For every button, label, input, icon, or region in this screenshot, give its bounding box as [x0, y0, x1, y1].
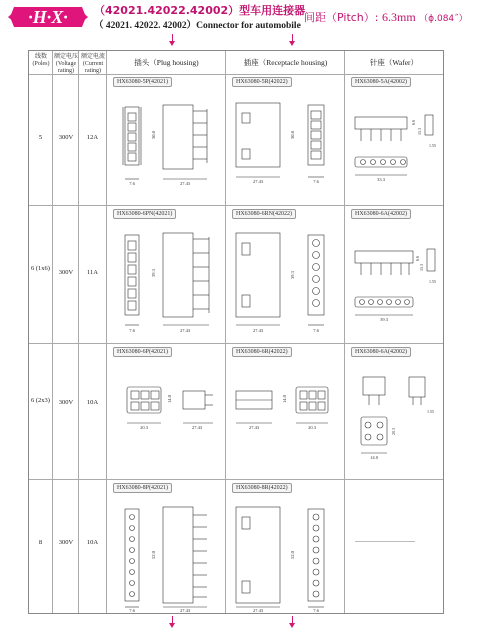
dim-text: 33.3: [377, 177, 385, 182]
dim-text: 27.43: [252, 179, 264, 184]
dim-text: 1.55: [427, 409, 434, 414]
arrow-head-icon: [289, 623, 295, 628]
dim-text: 27.43: [179, 608, 191, 613]
dim-text: 7.6: [313, 179, 319, 184]
part-label-plug: HX63080-8P(42021): [113, 483, 172, 493]
plug-drawing: [111, 89, 223, 199]
page-header: [0, 0, 480, 34]
dim-text: 15.3: [417, 128, 422, 135]
wafer-drawing: [349, 221, 441, 339]
dim-text: 52.0: [151, 551, 156, 559]
dim-text: 7.6: [313, 608, 319, 613]
grid-line: [29, 479, 443, 480]
plug-drawing: [111, 221, 223, 339]
dim-text: 7.6: [129, 181, 135, 186]
col-plug: 插头（Plug housing): [134, 58, 199, 67]
part-label-receptacle: HX63080-6RN(42022): [232, 209, 296, 219]
dim-text: 20.3: [140, 425, 148, 430]
hx-logo: [8, 5, 88, 29]
dim-text: 27.43: [191, 425, 203, 430]
empty-cell-dash: [355, 541, 415, 542]
dim-text: 30.8: [151, 131, 156, 139]
arrow-head-icon: [169, 41, 175, 46]
dim-text: 27.43: [179, 328, 191, 333]
row-voltage: 300V: [58, 134, 74, 141]
dim-text: 27.43: [248, 425, 260, 430]
dim-text: 14.0: [282, 395, 287, 403]
receptacle-drawing: [230, 361, 342, 477]
row-voltage: 300V: [58, 539, 74, 546]
part-label-wafer: HX63080-6A(42002): [351, 347, 411, 357]
dim-text: 14.0: [370, 455, 378, 460]
plug-drawing: [111, 497, 223, 613]
part-label-receptacle: HX63080-5R(42022): [232, 77, 292, 87]
col-receptacle: 插座（Receptacle housing): [243, 58, 328, 67]
row-poles: 6 (2x3): [31, 397, 50, 404]
part-label-plug: HX63080-6P(42021): [113, 347, 172, 357]
dim-text: 20.3: [308, 425, 316, 430]
dim-text: 30.8: [290, 131, 295, 139]
dim-text: 27.43: [252, 608, 264, 613]
grid-line: [29, 205, 443, 206]
dim-text: 39.3: [151, 269, 156, 277]
dim-text: 20.3: [391, 428, 396, 435]
dim-text: 7.6: [313, 328, 319, 333]
pitch-inch: （ϕ.084˝）: [419, 14, 468, 24]
row-current: 10A: [86, 399, 99, 406]
part-label-plug: HX63080-5P(42021): [113, 77, 172, 87]
dim-text: 27.43: [179, 181, 191, 186]
row-voltage: 300V: [58, 269, 74, 276]
dim-text: 15.3: [419, 264, 424, 271]
grid-line: [225, 51, 226, 613]
receptacle-drawing: [230, 221, 342, 339]
grid-line: [29, 343, 443, 344]
dim-text: 14.0: [167, 395, 172, 403]
dim-text: 1.55: [429, 279, 436, 284]
dim-text: 52.0: [290, 551, 295, 559]
dim-text: 6.6: [411, 120, 416, 125]
row-poles: 8: [38, 539, 43, 546]
col-wafer: 针座（Wafer）: [369, 58, 419, 67]
part-label-wafer: HX63080-6A(42002): [351, 209, 411, 219]
row-voltage: 300V: [58, 399, 74, 406]
dim-text: 7.6: [129, 608, 135, 613]
wafer-drawing: [349, 89, 441, 199]
arrow-head-icon: [169, 623, 175, 628]
arrow-head-icon: [289, 41, 295, 46]
part-label-receptacle: HX63080-6R(42022): [232, 347, 292, 357]
dim-text: 39.3: [380, 317, 388, 322]
part-label-receptacle: HX63080-8R(42022): [232, 483, 292, 493]
receptacle-drawing: [230, 89, 342, 199]
svg-text:·H·X·: ·H·X·: [28, 7, 68, 27]
col-poles: 线数 (Poles): [32, 54, 50, 67]
plug-drawing: [111, 361, 223, 477]
dim-text: 1.55: [429, 143, 436, 148]
row-current: 10A: [86, 539, 99, 546]
row-current: 12A: [86, 134, 99, 141]
grid-line: [344, 51, 345, 613]
wafer-drawing: [349, 361, 441, 477]
grid-line: [106, 51, 107, 613]
title-chinese: （42021.42022.42002）型车用连接器: [94, 4, 306, 17]
col-current: 额定电流 (Current rating): [80, 54, 105, 74]
row-poles: 6 (1x6): [31, 265, 50, 272]
pitch-value: 6.3mm: [382, 10, 416, 24]
title-english: （ 42021. 42022. 42002）Connector for automobile: [94, 21, 301, 31]
row-current: 11A: [87, 269, 98, 276]
dim-text: 7.6: [129, 328, 135, 333]
dim-text: 6.6: [415, 256, 420, 261]
row-poles: 5: [38, 134, 43, 141]
part-label-plug: HX63080-6PN(42021): [113, 209, 176, 219]
pitch-spec: [304, 9, 468, 25]
dim-text: 39.3: [290, 271, 295, 279]
dim-text: 27.43: [252, 328, 264, 333]
spec-table: [28, 50, 444, 614]
part-label-wafer: HX63080-5A(42002): [351, 77, 411, 87]
col-voltage: 额定电压 (Voltage rating): [53, 54, 78, 74]
receptacle-drawing: [230, 497, 342, 613]
grid-line: [29, 74, 443, 75]
pitch-label: 间距（Pitch）:: [304, 11, 379, 24]
